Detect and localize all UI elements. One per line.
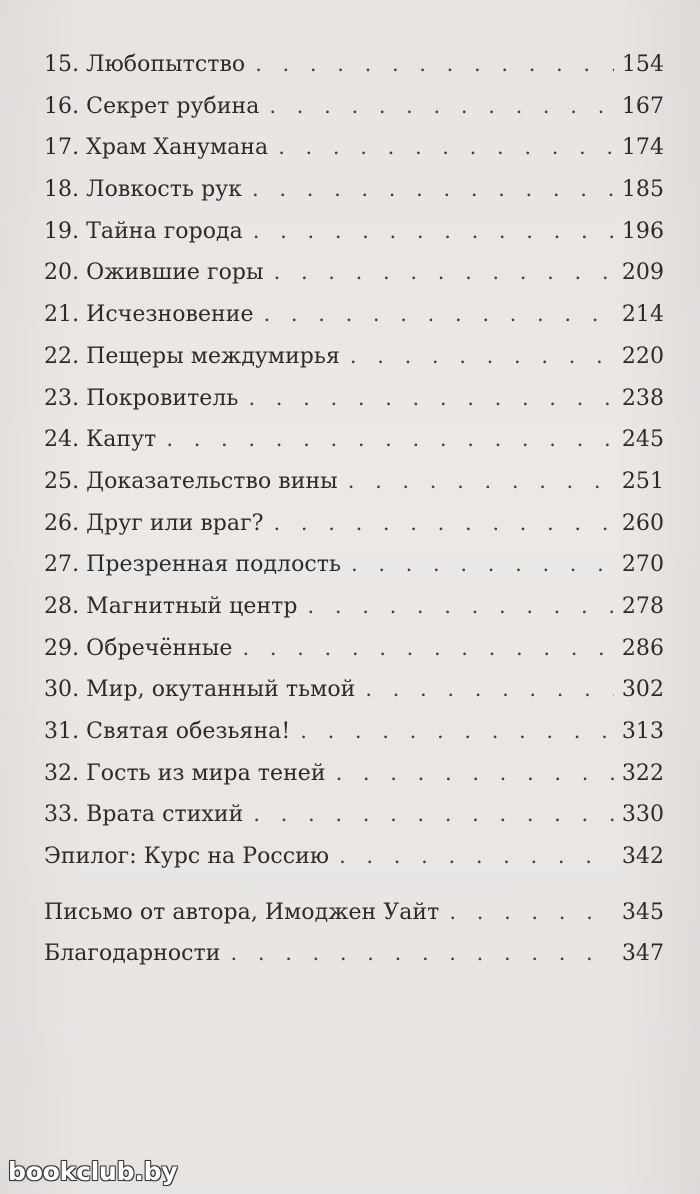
toc-main-group: [44, 44, 664, 878]
toc-entry: [44, 86, 664, 128]
toc-leader-dots: [242, 628, 614, 670]
toc-entry-page: 302: [621, 677, 664, 703]
toc-entry-page: 270: [621, 552, 664, 578]
toc-entry-title: 20. Ожившие горы: [44, 260, 264, 286]
toc-entry: [44, 211, 664, 253]
toc-entry-title: Благодарности: [44, 941, 221, 967]
toc-entry-page: 154: [621, 52, 664, 77]
toc-leader-dots: [308, 586, 614, 628]
toc-entry-page: 322: [621, 760, 664, 786]
toc-leader-dots: [350, 336, 614, 378]
toc-entry: [44, 753, 664, 795]
toc-entry: [44, 669, 664, 711]
toc-leader-dots: [351, 544, 614, 586]
toc-entry-page: 251: [621, 468, 664, 494]
toc-leader-dots: [449, 892, 614, 934]
toc-entry: [44, 127, 664, 169]
toc-entry-title: 29. Обречённые: [44, 635, 233, 661]
toc-leader-dots: [336, 753, 614, 795]
toc-entry: [44, 544, 664, 586]
toc-entry-title: 22. Пещеры междумирья: [44, 343, 340, 369]
toc-entry-title: 19. Тайна города: [44, 218, 243, 244]
toc-entry: [44, 294, 664, 336]
toc-entry-title: 27. Презренная подлость: [44, 552, 341, 578]
toc-entry-title: 25. Доказательство вины: [44, 468, 338, 494]
toc-entry: [44, 44, 664, 86]
toc-entry-title: 18. Ловкость рук: [44, 177, 243, 203]
toc-entry-page: 313: [621, 719, 664, 744]
toc-entry-page: 220: [621, 343, 664, 369]
site-watermark: bookclub.by: [8, 1157, 178, 1186]
toc-entry: [44, 586, 664, 628]
toc-entry-title: 23. Покровитель: [44, 385, 239, 411]
toc-entry: [44, 169, 664, 211]
toc-entry: [44, 933, 664, 975]
toc-entry-page: 238: [621, 385, 664, 411]
table-of-contents: [44, 44, 664, 975]
toc-entry: [44, 378, 664, 420]
toc-entry-page: 196: [621, 218, 664, 244]
toc-entry-title: 16. Секрет рубина: [44, 93, 260, 119]
toc-leader-dots: [264, 294, 614, 336]
toc-leader-dots: [166, 419, 614, 461]
toc-entry-page: 185: [621, 177, 664, 203]
toc-entry-title: 31. Святая обезьяна!: [44, 719, 291, 744]
toc-entry-title: 32. Гость из мира теней: [44, 760, 326, 786]
toc-extra-group: [44, 892, 664, 975]
toc-entry-page: 278: [621, 593, 664, 619]
toc-entry: [44, 503, 664, 545]
toc-leader-dots: [365, 669, 614, 711]
toc-leader-dots: [300, 711, 614, 753]
toc-entry-title: 30. Мир, окутанный тьмой: [44, 677, 356, 703]
toc-leader-dots: [253, 794, 614, 836]
toc-leader-dots: [252, 169, 614, 211]
toc-entry-title: 26. Друг или враг?: [44, 510, 264, 536]
toc-entry-page: 214: [621, 302, 664, 328]
toc-leader-dots: [274, 252, 614, 294]
toc-entry-page: 245: [621, 427, 664, 453]
toc-entry-title: Эпилог: Курс на Россию: [44, 844, 330, 870]
toc-leader-dots: [274, 503, 614, 545]
toc-entry-title: 28. Магнитный центр: [44, 593, 298, 619]
toc-entry: [44, 892, 664, 934]
toc-leader-dots: [231, 933, 615, 975]
toc-entry-page: 286: [621, 635, 664, 661]
toc-entry-page: 330: [621, 802, 664, 828]
toc-entry-title: 24. Капут: [44, 427, 157, 453]
toc-leader-dots: [248, 378, 614, 420]
toc-entry-page: 345: [621, 899, 664, 925]
toc-entry-title: 33. Врата стихий: [44, 802, 244, 828]
toc-leader-dots: [278, 127, 614, 169]
toc-entry-page: 209: [621, 260, 664, 286]
toc-entry-title: 15. Любопытство: [44, 52, 246, 77]
toc-entry: [44, 419, 664, 461]
toc-entry-title: 17. Храм Ханумана: [44, 135, 269, 161]
toc-entry: [44, 461, 664, 503]
toc-leader-dots: [348, 461, 614, 503]
toc-leader-dots: [255, 44, 614, 86]
toc-entry: [44, 794, 664, 836]
toc-entry: [44, 336, 664, 378]
toc-entry-page: 174: [621, 135, 664, 161]
toc-entry: [44, 711, 664, 753]
toc-leader-dots: [253, 211, 614, 253]
toc-entry-page: 260: [621, 510, 664, 536]
toc-entry-title: 21. Исчезновение: [44, 302, 254, 328]
toc-entry-title: Письмо от автора, Имоджен Уайт: [44, 899, 440, 925]
toc-entry-page: 167: [621, 93, 664, 119]
toc-entry-page: 347: [621, 941, 664, 967]
toc-entry: [44, 252, 664, 294]
toc-leader-dots: [269, 86, 614, 128]
toc-entry-page: 342: [621, 844, 664, 870]
toc-leader-dots: [339, 836, 614, 878]
toc-entry: [44, 628, 664, 670]
toc-entry: [44, 836, 664, 878]
